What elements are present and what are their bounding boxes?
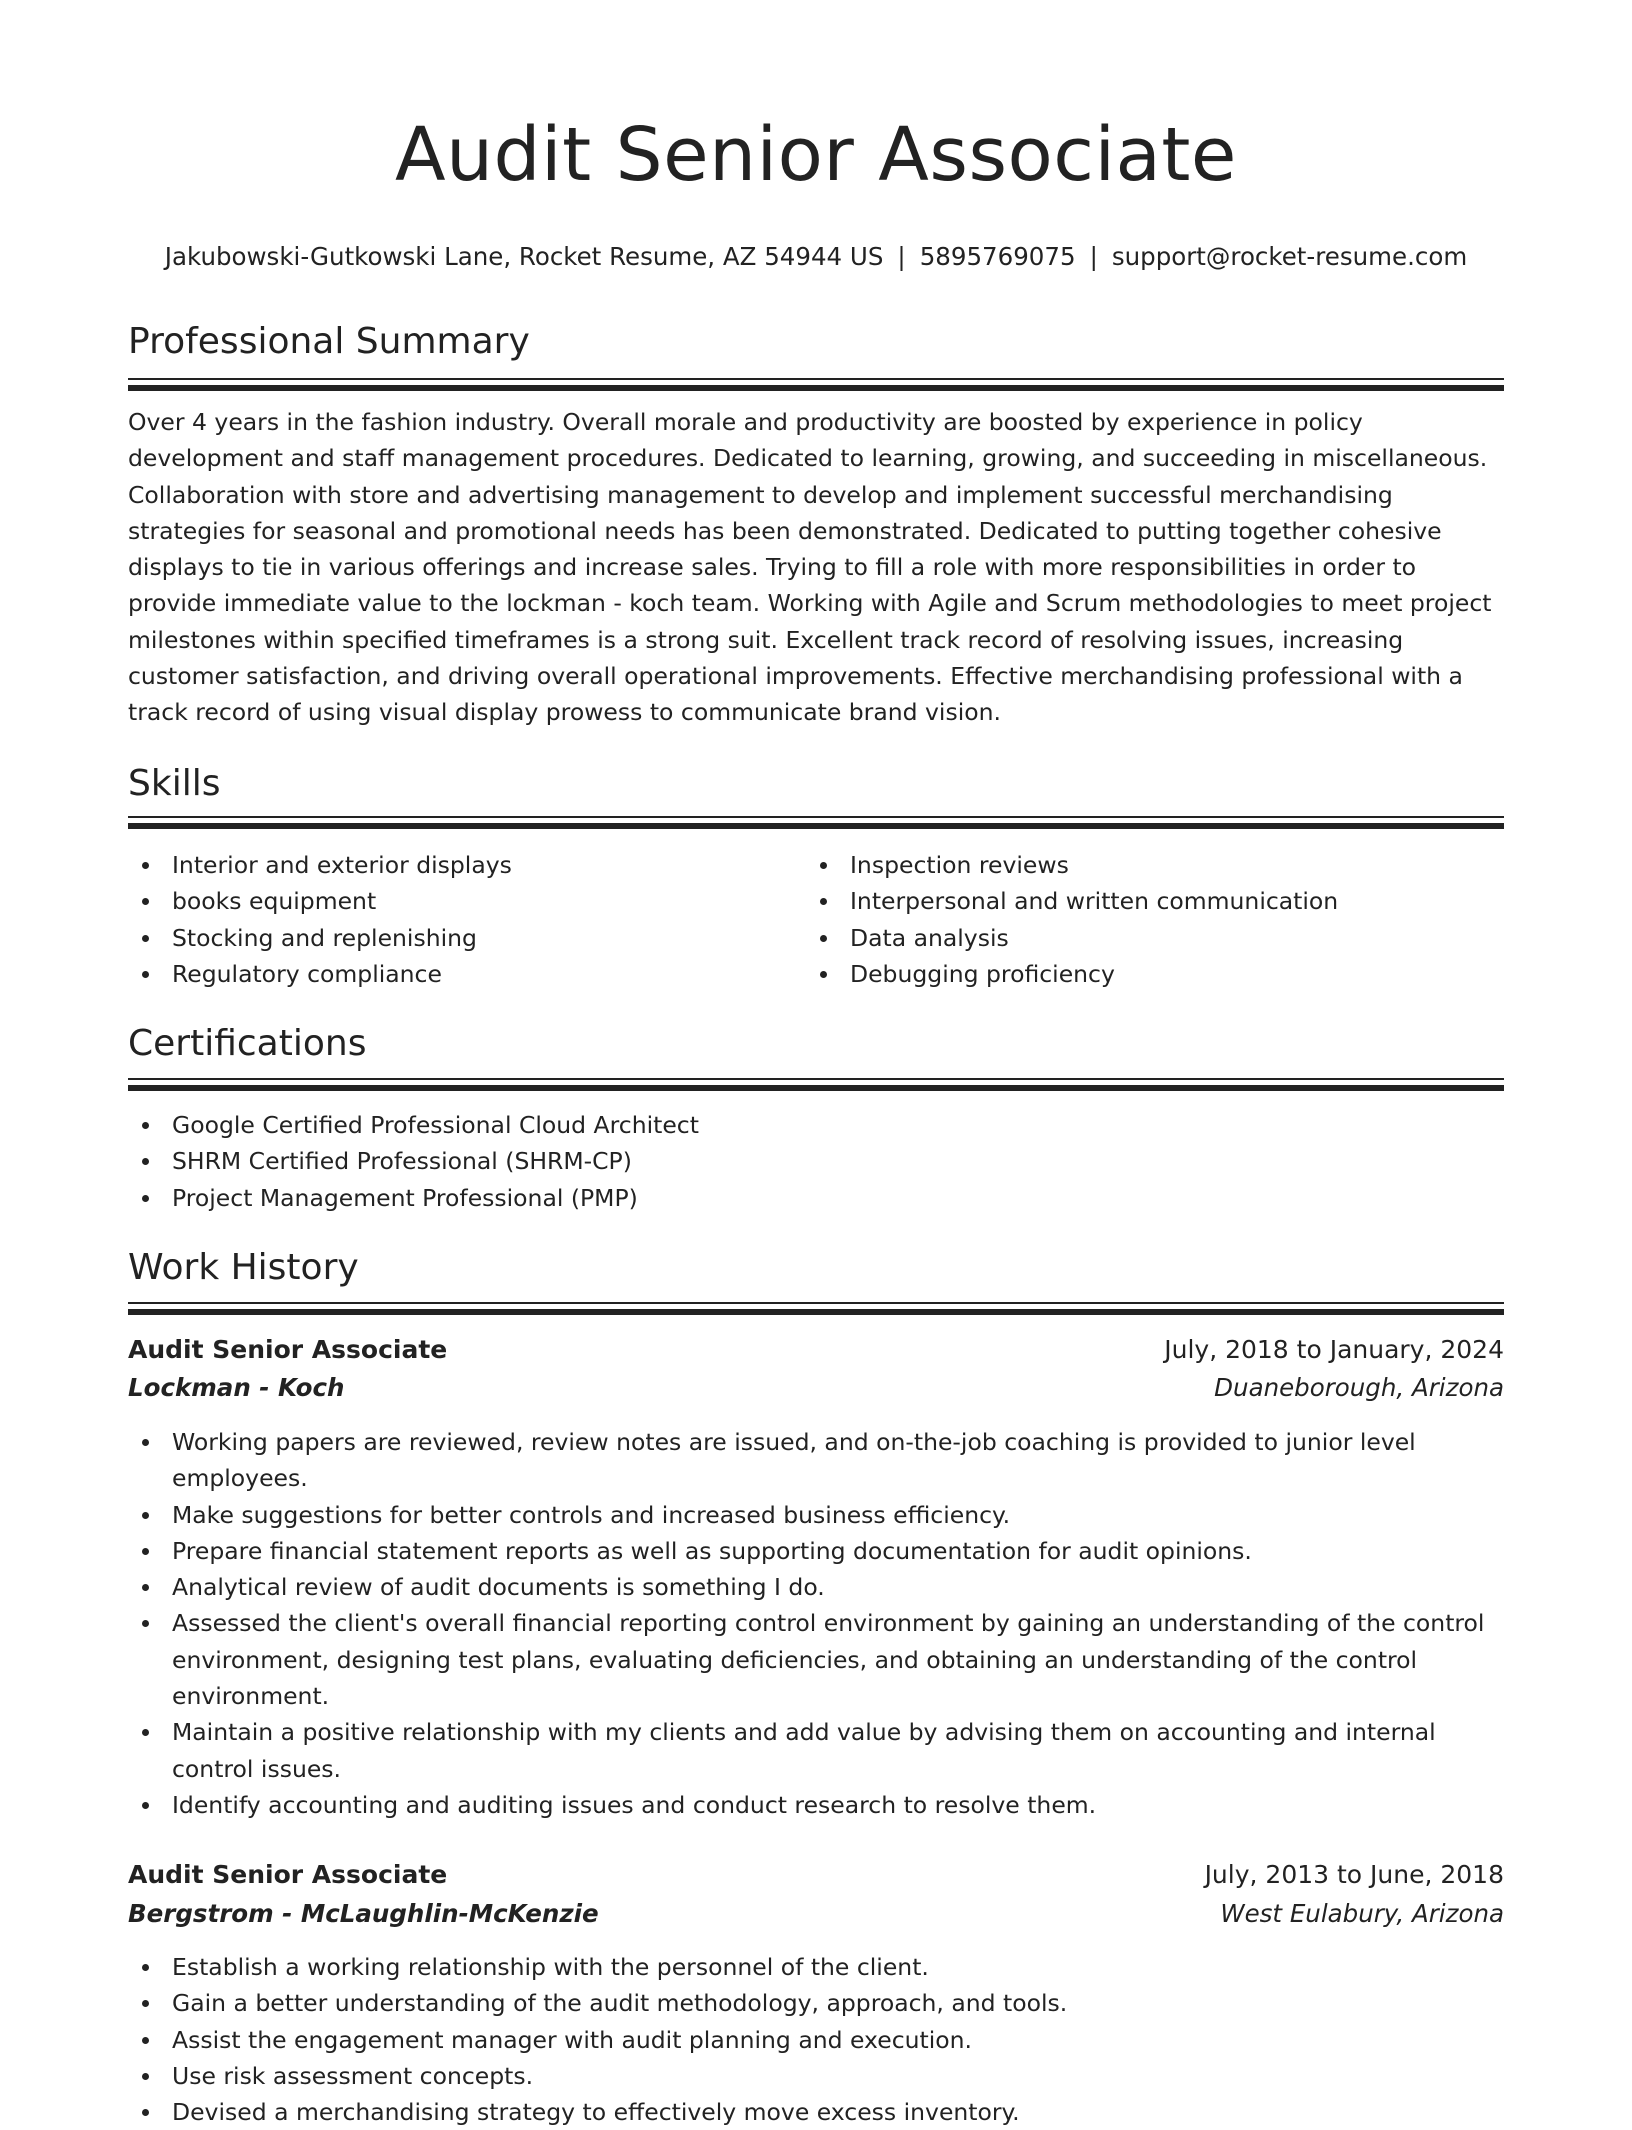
contact-phone: 5895769075 xyxy=(919,242,1076,271)
skill-item: books equipment xyxy=(128,883,788,919)
resume-title: Audit Senior Associate xyxy=(395,112,1237,198)
skills-list-right xyxy=(806,847,1504,992)
job-title: Audit Senior Associate xyxy=(128,1335,448,1364)
skill-item: Regulatory compliance xyxy=(128,956,788,992)
section-divider xyxy=(128,1302,1504,1317)
job-header-row xyxy=(128,1858,1504,1898)
job-duty: Establish a working relationship with the personnel of the client. xyxy=(128,1949,1504,1985)
job-company: Lockman - Koch xyxy=(128,1373,345,1402)
job-duties-list xyxy=(128,1424,1504,1823)
section-divider xyxy=(128,378,1504,393)
certification-item: Project Management Professional (PMP) xyxy=(128,1180,1504,1216)
job-duty: Identify accounting and auditing issues and conduct research to resolve them. xyxy=(128,1787,1504,1823)
job-header-row xyxy=(128,1333,1504,1373)
job-duty: Maintain a positive relationship with my clients and add value by advising them on accounting and internal control issues. xyxy=(128,1714,1504,1787)
contact-line xyxy=(128,242,1504,272)
summary-section-header xyxy=(128,320,1504,364)
job-location: Duaneborough, Arizona xyxy=(1214,1373,1504,1402)
certification-item: SHRM Certified Professional (SHRM-CP) xyxy=(128,1143,1504,1179)
job-duties-list xyxy=(128,1949,1504,2130)
summary-text: Over 4 years in the fashion industry. Overall morale and productivity are boosted by experience in policy development and staff management procedures. Dedicated to learning, growing, and succeeding in miscellaneous. Collaboration with store and advertising management to develop and implement successful merchandising strategies for seasonal and promotional needs has been demonstrated. Dedicated to putting together cohesive displays to tie in various offerings and increase sales. Trying to fill a role with more responsibilities in order to provide immediate value to the lockman - koch team. Working with Agile and Scrum methodologies to meet project milestones within specified timeframes is a strong suit. Excellent track record of resolving issues, increasing customer satisfaction, and driving overall operational improvements. Effective merchandising professional with a track record of using visual display prowess to communicate brand vision. xyxy=(128,408,1492,727)
skill-item: Interior and exterior displays xyxy=(128,847,788,883)
job-duty: Assist the engagement manager with audit planning and execution. xyxy=(128,2022,1504,2058)
job-location: West Eulabury, Arizona xyxy=(1220,1899,1504,1928)
job-duty: Make suggestions for better controls and increased business efficiency. xyxy=(128,1497,1504,1533)
certifications-list xyxy=(128,1107,1504,1216)
contact-separator: | xyxy=(1089,242,1098,271)
job-duty: Prepare financial statement reports as well as supporting documentation for audit opinions. xyxy=(128,1533,1504,1569)
skill-item: Interpersonal and written communication xyxy=(806,883,1504,919)
skills-heading: Skills xyxy=(128,763,221,804)
skills-list-left xyxy=(128,847,788,992)
certifications-heading: Certifications xyxy=(128,1023,367,1064)
job-duty: Assessed the client's overall financial reporting control environment by gaining an understanding of the control environment, designing test plans, evaluating deficiencies, and obtaining an understanding of the control environment. xyxy=(128,1605,1504,1714)
job-dates: July, 2013 to June, 2018 xyxy=(1204,1860,1504,1889)
skill-item: Debugging proficiency xyxy=(806,956,1504,992)
skills-section-header xyxy=(128,762,1504,806)
job-dates: July, 2018 to January, 2024 xyxy=(1164,1335,1504,1364)
job-duty: Devised a merchandising strategy to effectively move excess inventory. xyxy=(128,2094,1504,2130)
certifications-section-header xyxy=(128,1022,1504,1066)
summary-heading: Professional Summary xyxy=(128,321,530,362)
job-title: Audit Senior Associate xyxy=(128,1860,448,1889)
job-duty: Working papers are reviewed, review notes are issued, and on-the-job coaching is provided to junior level employees. xyxy=(128,1424,1504,1497)
job-company: Bergstrom - McLaughlin-McKenzie xyxy=(128,1899,599,1928)
work-section-header xyxy=(128,1246,1504,1290)
job-company-row xyxy=(128,1897,1504,1937)
certification-item: Google Certified Professional Cloud Architect xyxy=(128,1107,1504,1143)
contact-email: support@rocket-resume.com xyxy=(1111,242,1468,271)
skill-item: Inspection reviews xyxy=(806,847,1504,883)
skill-item: Data analysis xyxy=(806,920,1504,956)
section-divider xyxy=(128,1078,1504,1093)
contact-separator: | xyxy=(897,242,906,271)
section-divider xyxy=(128,816,1504,831)
contact-address: Jakubowski-Gutkowski Lane, Rocket Resume, AZ 54944 US xyxy=(164,242,884,271)
skill-item: Stocking and replenishing xyxy=(128,920,788,956)
work-heading: Work History xyxy=(128,1247,359,1288)
job-duty: Use risk assessment concepts. xyxy=(128,2058,1504,2094)
job-company-row xyxy=(128,1371,1504,1411)
job-duty: Gain a better understanding of the audit methodology, approach, and tools. xyxy=(128,1985,1504,2021)
job-duty: Analytical review of audit documents is something I do. xyxy=(128,1569,1504,1605)
